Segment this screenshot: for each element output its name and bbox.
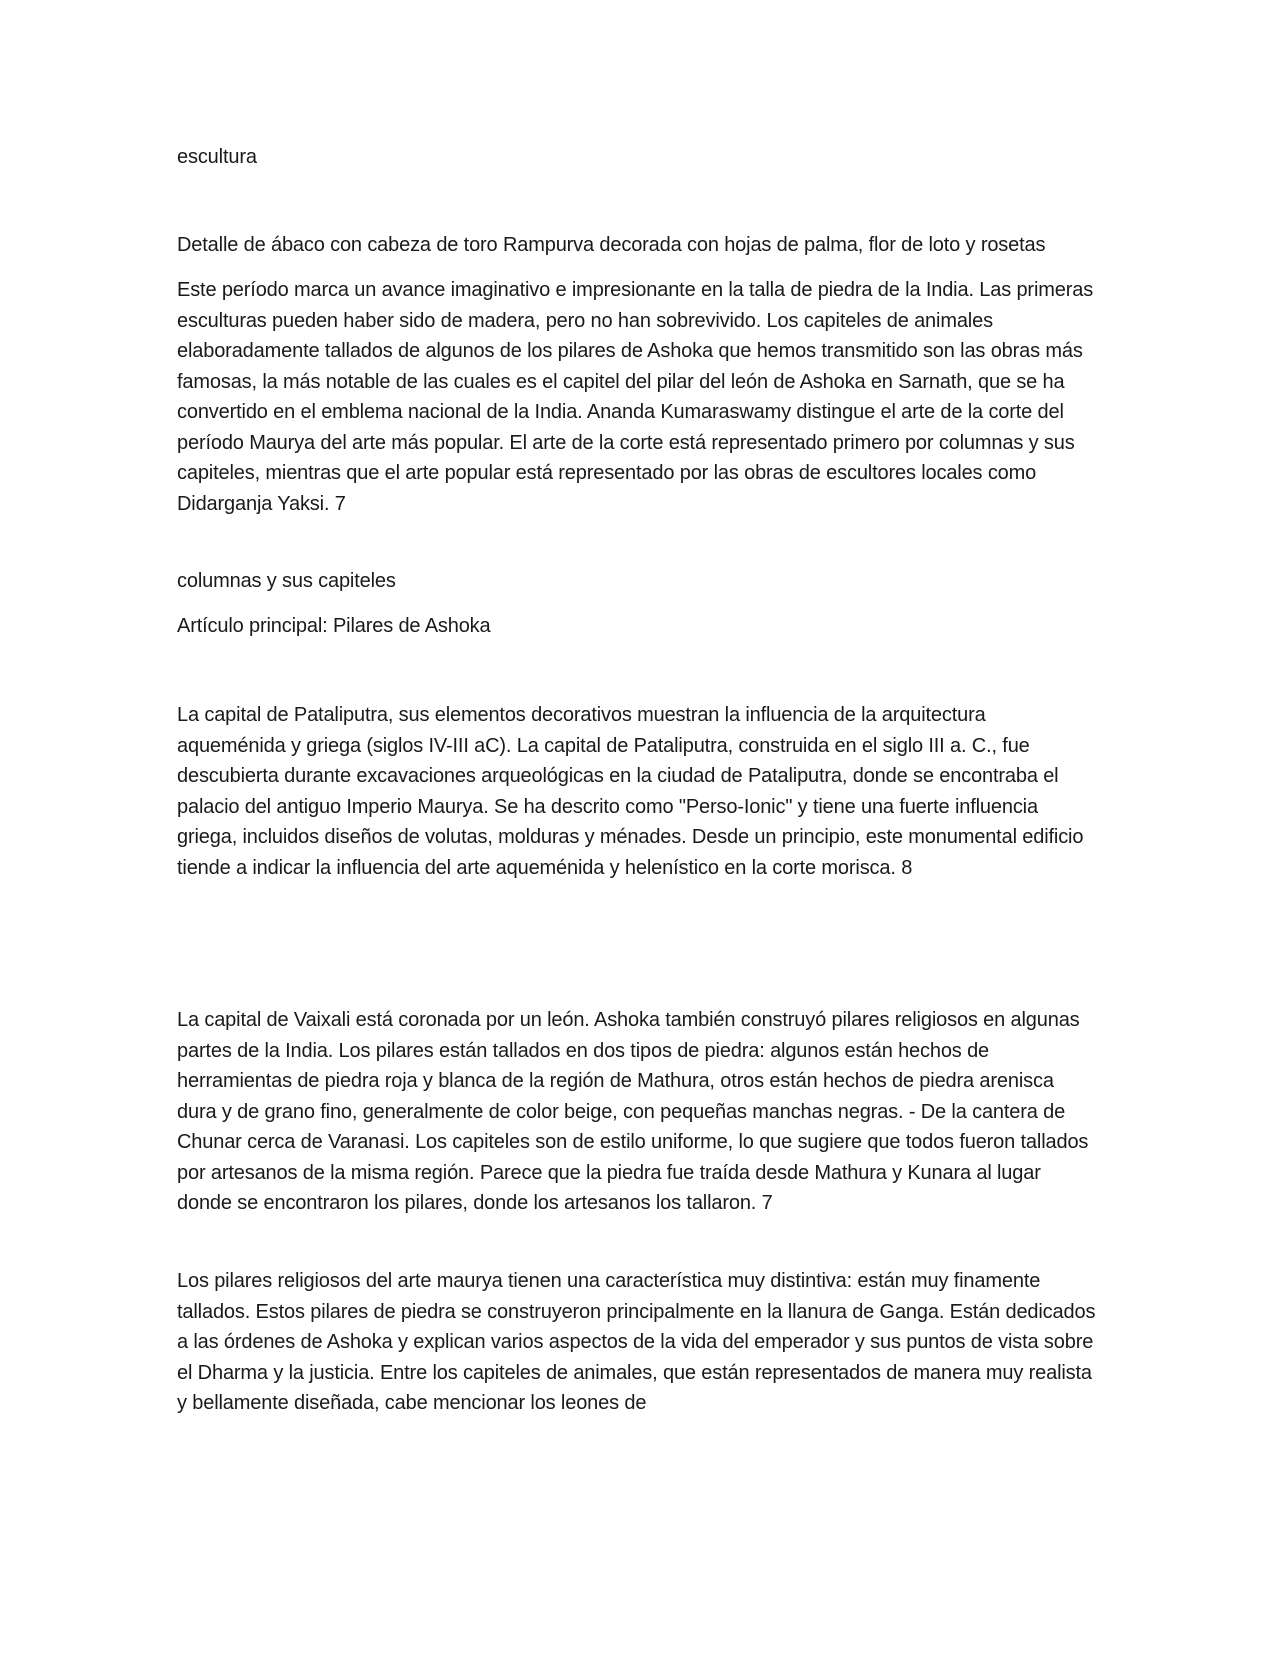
heading-columns: columnas y sus capiteles	[177, 570, 396, 592]
paragraph-pataliputra: La capital de Pataliputra, sus elementos decorativos muestran la influencia de la arquitectura aqueménida y griega (siglos IV-III aC). La capital de Pataliputra, construida en el siglo III a. C., fue descubierta durante excavaciones arqueológicas en la ciudad de Pataliputra, donde se encontraba el palacio del antiguo Imperio Maurya. Se ha descrito como "Perso-Ionic" y tiene una fuerte influencia griega, incluidos diseños de volutas, molduras y ménades. Desde un principio, este monumental edificio tiende a indicar la influencia del arte aqueménida y helenístico en la corte morisca. 8	[177, 704, 1084, 879]
paragraph-vaixali: La capital de Vaixali está coronada por un león. Ashoka también construyó pilares religiosos en algunas partes de la India. Los pilares están tallados en dos tipos de piedra: algunos están hechos de herramientas de piedra roja y blanca de la región de Mathura, otros están hechos de piedra arenisca dura y de grano fino, generalmente de color beige, con pequeñas manchas negras. - De la cantera de Chunar cerca de Varanasi. Los capiteles son de estilo uniforme, lo que sugiere que todos fueron tallados por artesanos de la misma región. Parece que la piedra fue traída desde Mathura y Kunara al lugar donde se encontraron los pilares, donde los artesanos los tallaron. 7	[177, 1009, 1089, 1214]
paragraph-intro: Este período marca un avance imaginativo e impresionante en la talla de piedra de la India. Las primeras esculturas pueden haber sido de madera, pero no han sobrevivido. Los capiteles de animales elaboradamente tallados de algunos de los pilares de Ashoka que hemos transmitido son las obras más famosas, la más notable de las cuales es el capitel del pilar del león de Ashoka en Sarnath, que se ha convertido en el emblema nacional de la India. Ananda Kumaraswamy distingue el arte de la corte del período Maurya del arte más popular. El arte de la corte está representado primero por columnas y sus capiteles, mientras que el arte popular está representado por las obras de escultores locales como Didarganja Yaksi. 7	[177, 279, 1094, 515]
paragraph-religious-pillars: Los pilares religiosos del arte maurya tienen una característica muy distintiva: están muy finamente tallados. Estos pilares de piedra se construyeron principalmente en la llanura de Ganga. Están dedicados a las órdenes de Ashoka y explican varios aspectos de la vida del emperador y sus puntos de vista sobre el Dharma y la justicia. Entre los capiteles de animales, que están representados de manera muy realista y bellamente diseñada, cabe mencionar los leones de	[177, 1270, 1096, 1414]
caption-abacus: Detalle de ábaco con cabeza de toro Rampurva decorada con hojas de palma, flor de loto y rosetas	[177, 234, 1046, 256]
main-article-note: Artículo principal: Pilares de Ashoka	[177, 615, 491, 637]
heading-sculpture: escultura	[177, 146, 257, 168]
